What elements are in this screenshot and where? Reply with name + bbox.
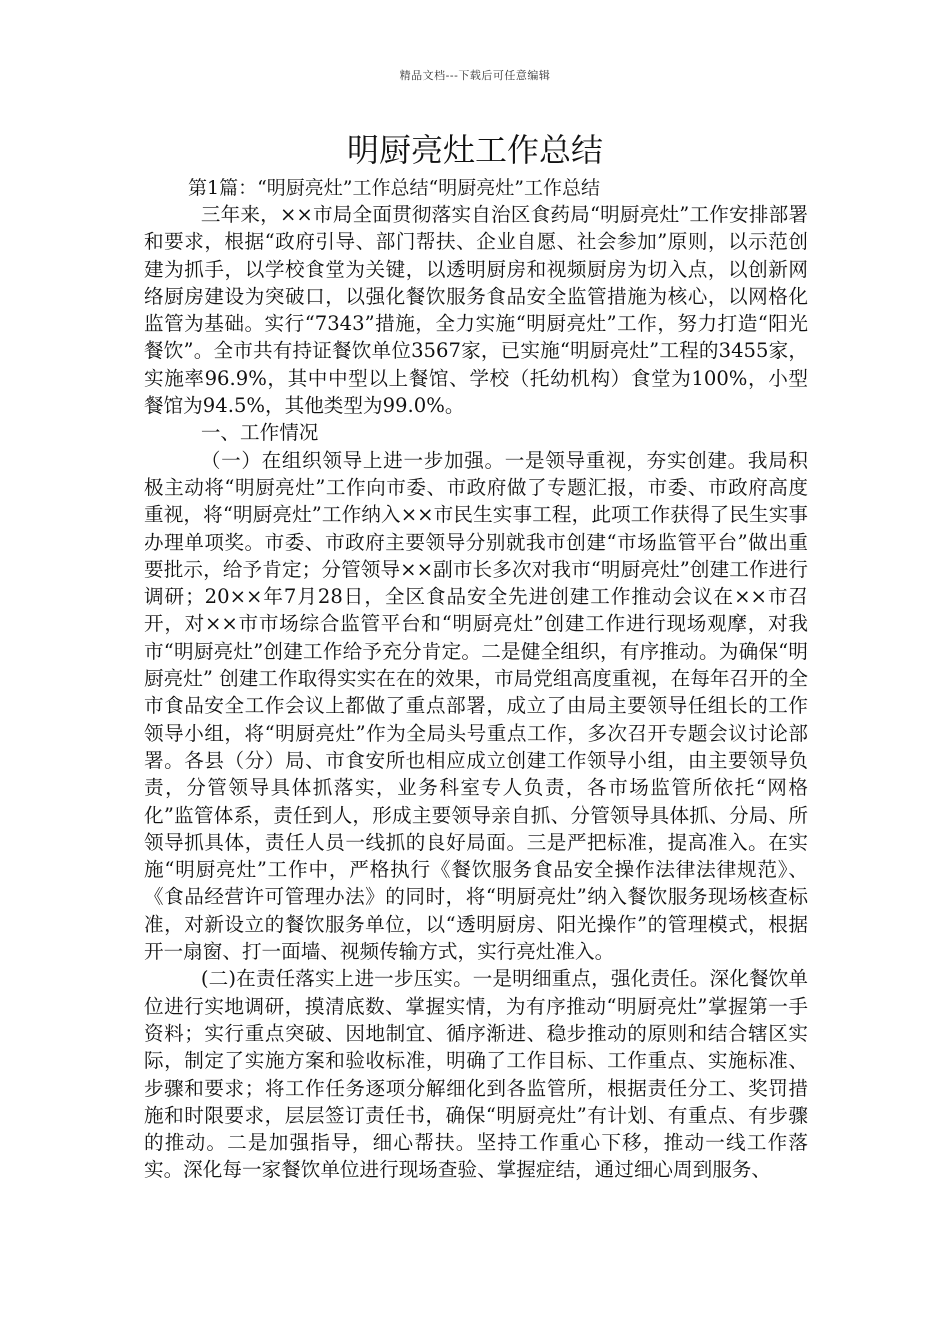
page-title: 明厨亮灶工作总结	[346, 131, 603, 169]
header-note: 精品文档---下载后可任意编辑	[399, 69, 551, 82]
section-one-paragraph: （一）在组织领导上进一步加强。一是领导重视，夯实创建。我局积极主动将“明厨亮灶”工作向市委、市政府做了专题汇报，市委、市政府高度重视，将“明厨亮灶”工作纳入××市民生实事工程，此项工作获得了民生实事办理单项奖。市委、市政府主要领导分别就我市创建“市场监管平台”做出重要批示，给予肯定；分管领导××副市长多次对我市“明厨亮灶”创建工作进行调研；20××年7月28日，全区食品安全先进创建工作推动会议在××市召开，对××市市场综合监管平台和“明厨亮灶”创建工作进行现场观摩，对我市“明厨亮灶”创建工作给予充分肯定。二是健全组织，有序推动。为确保“明厨亮灶” 创建工作取得实实在在的效果，市局党组高度重视，在每年召开的全市食品安全工作会议上都做了重点部署，成立了由局主要领导任组长的工作领导小组，将“明厨亮灶”作为全局头号重点工作，多次召开专题会议讨论部署。各县（分）局、市食安所也相应成立创建工作领导小组，由主要领导负责，分管领导具体抓落实，业务科室专人负责，各市场监管所依托“网格化”监管体系，责任到人，形成主要领导亲自抓、分管领导具体抓、分局、所领导抓具体，责任人员一线抓的良好局面。三是严把标准，提高准入。在实施“明厨亮灶”工作中，严格执行《餐饮服务食品安全操作法律法律规范》、《食品经营许可管理办法》的同时，将“明厨亮灶”纳入餐饮服务现场核查标准，对新设立的餐饮服务单位，以“透明厨房、阳光操作”的管理模式，根据开一扇窗、打一面墙、视频传输方式，实行亮灶准入。	[144, 448, 808, 964]
document-body	[144, 201, 808, 1184]
intro-paragraph: 三年来，××市局全面贯彻落实自治区食药局“明厨亮灶”工作安排部署和要求，根据“政府引导、部门帮扶、企业自愿、社会参加”原则，以示范创建为抓手，以学校食堂为关键，以透明厨房和视频厨房为切入点，以创新网络厨房建设为突破口，以强化餐饮服务食品安全监管措施为核心，以网格化监管为基础。实行“7343”措施，全力实施“明厨亮灶”工作，努力打造“阳光餐饮”。全市共有持证餐饮单位3567家，已实施“明厨亮灶”工程的3455家，实施率96.9%，其中中型以上餐馆、学校（托幼机构）食堂为100%，小型餐馆为94.5%，其他类型为99.0%。	[144, 203, 808, 418]
document-subtitle: 第1篇：“明厨亮灶”工作总结“明厨亮灶”工作总结	[188, 177, 600, 199]
section-heading: 一、工作情况	[200, 421, 319, 445]
section-two-paragraph: (二)在责任落实上进一步压实。一是明细重点，强化责任。深化餐饮单位进行实地调研，摸清底数、掌握实情，为有序推动“明厨亮灶”掌握第一手资料；实行重点突破、因地制宜、循序渐进、稳步推动的原则和结合辖区实际，制定了实施方案和验收标准，明确了工作目标、工作重点、实施标准、步骤和要求；将工作任务逐项分解细化到各监管所，根据责任分工、奖罚措施和时限要求，层层签订责任书，确保“明厨亮灶”有计划、有重点、有步骤的推动。二是加强指导，细心帮扶。坚持工作重心下移，推动一线工作落实。深化每一家餐饮单位进行现场查验、掌握症结，通过细心周到服务、	[144, 967, 808, 1182]
